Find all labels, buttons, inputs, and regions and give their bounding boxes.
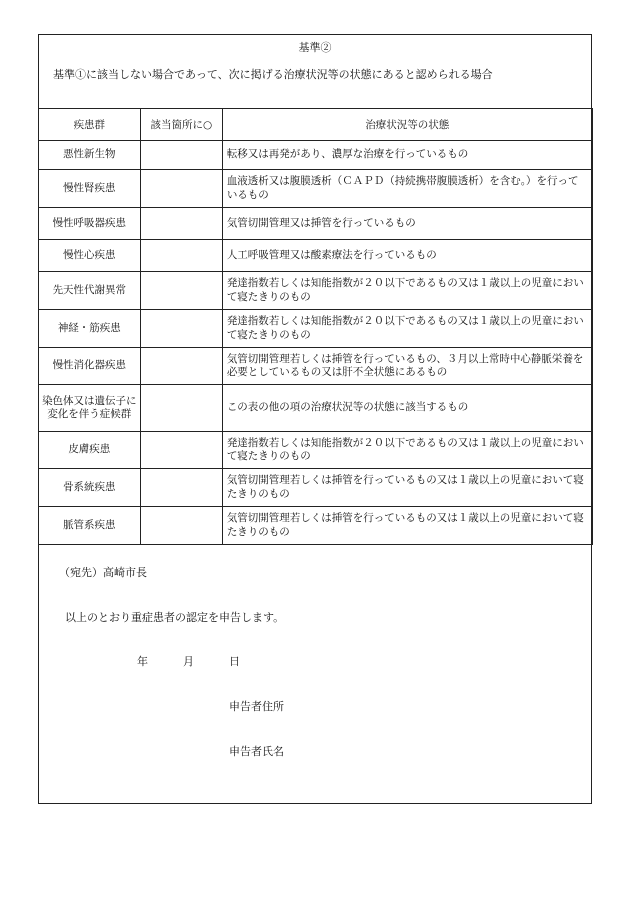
condition-text: 発達指数若しくは知能指数が２０以下であるもの又は１歳以上の児童において寝たきりのもの	[222, 272, 592, 310]
table-row	[38, 208, 592, 240]
condition-text: 気管切開管理若しくは挿管を行っているもの又は１歳以上の児童において寝たきりのもの	[222, 469, 592, 507]
condition-text: 人工呼吸管理又は酸素療法を行っているもの	[222, 240, 592, 272]
condition-text: 発達指数若しくは知能指数が２０以下であるもの又は１歳以上の児童において寝たきりのもの	[222, 432, 592, 469]
criteria-description: 基準①に該当しない場合であって、次に掲げる治療状況等の状態にあると認められる場合	[53, 68, 493, 81]
table-row	[38, 141, 592, 170]
declaration-section	[39, 546, 591, 803]
condition-text: この表の他の項の治療状況等の状態に該当するもの	[222, 385, 592, 432]
column-header-disease: 疾患群	[38, 109, 140, 141]
check-cell[interactable]	[140, 240, 222, 272]
disease-name: 慢性腎疾患	[38, 170, 140, 208]
table-row	[38, 240, 592, 272]
column-header-check: 該当箇所に○	[140, 109, 222, 141]
table-row	[38, 507, 592, 545]
table-row	[38, 348, 592, 385]
condition-text: 血液透析又は腹膜透析（ＣＡＰＤ（持続携帯腹膜透析）を含む。）を行っているもの	[222, 170, 592, 208]
disease-name: 慢性消化器疾患	[38, 348, 140, 385]
check-cell[interactable]	[140, 141, 222, 170]
check-cell[interactable]	[140, 507, 222, 545]
disease-name: 骨系統疾患	[38, 469, 140, 507]
applicant-name-label: 申告者氏名	[229, 745, 284, 758]
disease-name: 慢性呼吸器疾患	[38, 208, 140, 240]
disease-name: 脈管系疾患	[38, 507, 140, 545]
check-cell[interactable]	[140, 385, 222, 432]
condition-text: 気管切開管理若しくは挿管を行っているもの又は１歳以上の児童において寝たきりのもの	[222, 507, 592, 545]
criteria-header	[39, 35, 591, 108]
column-header-condition: 治療状況等の状態	[222, 109, 592, 141]
condition-text: 発達指数若しくは知能指数が２０以下であるもの又は１歳以上の児童において寝たきりのもの	[222, 310, 592, 348]
condition-text: 気管切開管理若しくは挿管を行っているもの、３月以上常時中心静脈栄養を必要としているもの又は肝不全状態にあるもの	[222, 348, 592, 385]
table-row	[38, 272, 592, 310]
condition-text: 気管切開管理又は挿管を行っているもの	[222, 208, 592, 240]
disease-name: 神経・筋疾患	[38, 310, 140, 348]
disease-name: 慢性心疾患	[38, 240, 140, 272]
application-form	[38, 34, 592, 804]
disease-name: 染色体又は遺伝子に変化を伴う症候群	[38, 385, 140, 432]
table-row	[38, 469, 592, 507]
addressee: （宛先）高崎市長	[59, 566, 147, 579]
table-row	[38, 310, 592, 348]
check-cell[interactable]	[140, 208, 222, 240]
table-row	[38, 385, 592, 432]
criteria-title: 基準②	[298, 41, 332, 54]
disease-name: 悪性新生物	[38, 141, 140, 170]
condition-text: 転移又は再発があり、濃厚な治療を行っているもの	[222, 141, 592, 170]
disease-table	[38, 108, 593, 545]
check-cell[interactable]	[140, 272, 222, 310]
table-row	[38, 170, 592, 208]
date-day-label: 日	[229, 655, 240, 668]
check-cell[interactable]	[140, 310, 222, 348]
table-header-row	[38, 109, 592, 141]
declaration-text: 以上のとおり重症患者の認定を申告します。	[65, 611, 285, 624]
check-cell[interactable]	[140, 170, 222, 208]
check-cell[interactable]	[140, 432, 222, 469]
check-cell[interactable]	[140, 348, 222, 385]
applicant-address-label: 申告者住所	[229, 700, 284, 713]
disease-name: 皮膚疾患	[38, 432, 140, 469]
date-month-label: 月	[183, 655, 194, 668]
table-row	[38, 432, 592, 469]
disease-name: 先天性代謝異常	[38, 272, 140, 310]
date-year-label: 年	[137, 655, 148, 668]
check-cell[interactable]	[140, 469, 222, 507]
